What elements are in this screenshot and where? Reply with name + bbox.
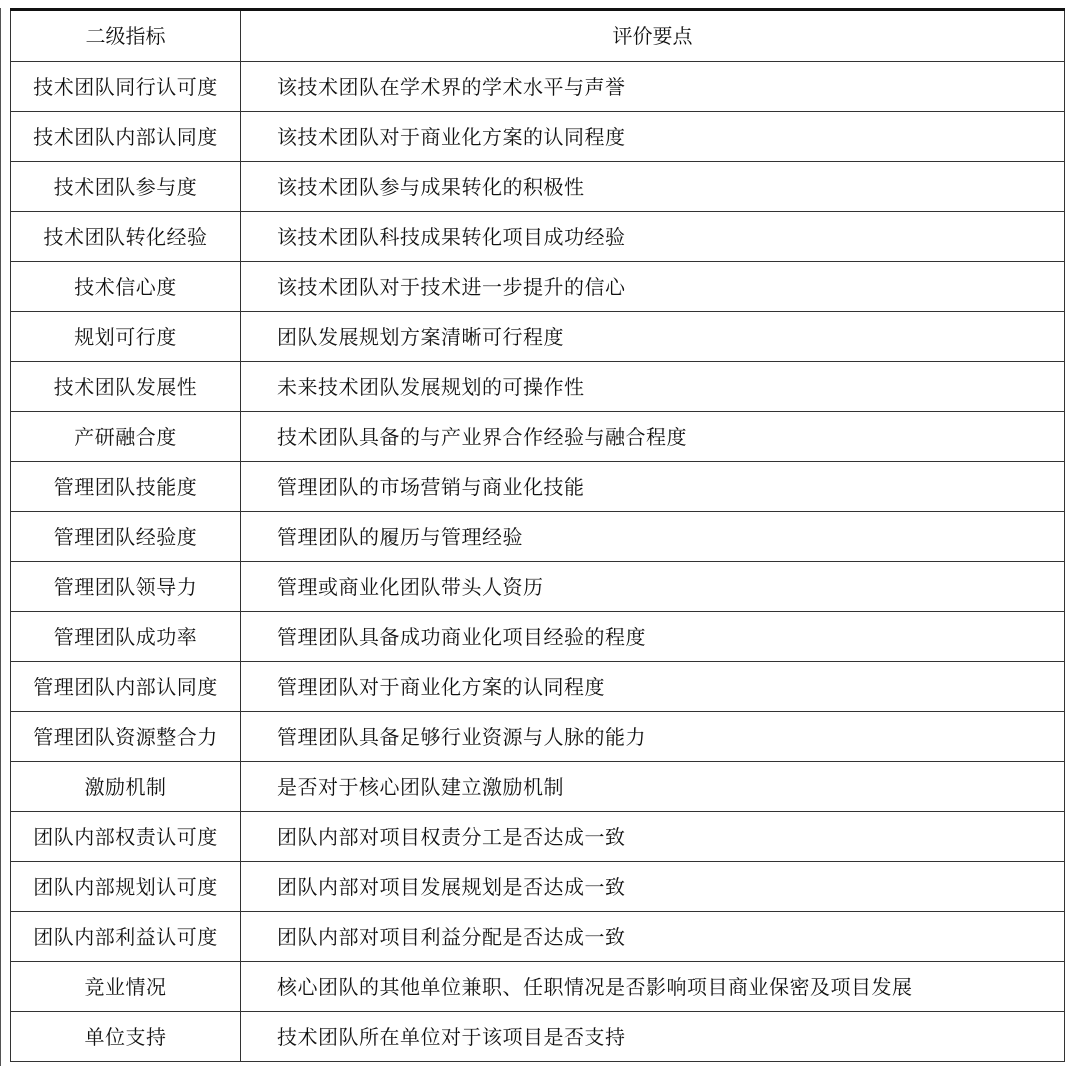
evaluation-cell: 该技术团队参与成果转化的积极性	[241, 162, 1065, 212]
evaluation-cell: 该技术团队在学术界的学术水平与声誉	[241, 62, 1065, 112]
header-indicator: 二级指标	[11, 10, 241, 62]
table-row	[11, 62, 1065, 112]
table-row	[11, 212, 1065, 262]
table-row	[11, 812, 1065, 862]
header-evaluation: 评价要点	[241, 10, 1065, 62]
indicator-cell: 管理团队成功率	[11, 612, 241, 662]
evaluation-cell: 管理团队的市场营销与商业化技能	[241, 462, 1065, 512]
evaluation-cell: 该技术团队对于商业化方案的认同程度	[241, 112, 1065, 162]
table-row	[11, 662, 1065, 712]
table-row	[11, 762, 1065, 812]
evaluation-cell: 技术团队具备的与产业界合作经验与融合程度	[241, 412, 1065, 462]
indicator-cell: 管理团队内部认同度	[11, 662, 241, 712]
indicator-cell: 管理团队资源整合力	[11, 712, 241, 762]
table-row	[11, 312, 1065, 362]
indicator-cell: 技术团队转化经验	[11, 212, 241, 262]
indicator-cell: 单位支持	[11, 1012, 241, 1062]
indicator-cell: 技术信心度	[11, 262, 241, 312]
evaluation-cell: 是否对于核心团队建立激励机制	[241, 762, 1065, 812]
table-row	[11, 962, 1065, 1012]
evaluation-cell: 该技术团队对于技术进一步提升的信心	[241, 262, 1065, 312]
indicator-cell: 规划可行度	[11, 312, 241, 362]
table-header	[11, 10, 1065, 62]
evaluation-cell: 团队内部对项目发展规划是否达成一致	[241, 862, 1065, 912]
table-row	[11, 912, 1065, 962]
evaluation-cell: 管理或商业化团队带头人资历	[241, 562, 1065, 612]
evaluation-cell: 管理团队对于商业化方案的认同程度	[241, 662, 1065, 712]
table-row	[11, 612, 1065, 662]
indicator-cell: 团队内部权责认可度	[11, 812, 241, 862]
table-row	[11, 262, 1065, 312]
header-row	[11, 10, 1065, 62]
evaluation-cell: 管理团队具备成功商业化项目经验的程度	[241, 612, 1065, 662]
table-row	[11, 512, 1065, 562]
table-row	[11, 112, 1065, 162]
left-border-line	[0, 8, 1, 1066]
table-row	[11, 362, 1065, 412]
indicator-cell: 管理团队技能度	[11, 462, 241, 512]
indicator-cell: 激励机制	[11, 762, 241, 812]
indicator-cell: 技术团队发展性	[11, 362, 241, 412]
indicator-cell: 技术团队参与度	[11, 162, 241, 212]
indicator-cell: 技术团队同行认可度	[11, 62, 241, 112]
evaluation-cell: 团队内部对项目权责分工是否达成一致	[241, 812, 1065, 862]
evaluation-criteria-table	[10, 8, 1065, 1062]
indicator-cell: 产研融合度	[11, 412, 241, 462]
indicator-cell: 团队内部利益认可度	[11, 912, 241, 962]
evaluation-cell: 技术团队所在单位对于该项目是否支持	[241, 1012, 1065, 1062]
evaluation-cell: 该技术团队科技成果转化项目成功经验	[241, 212, 1065, 262]
evaluation-cell: 管理团队具备足够行业资源与人脉的能力	[241, 712, 1065, 762]
table-row	[11, 462, 1065, 512]
evaluation-cell: 核心团队的其他单位兼职、任职情况是否影响项目商业保密及项目发展	[241, 962, 1065, 1012]
table-row	[11, 162, 1065, 212]
table-row	[11, 412, 1065, 462]
indicator-cell: 管理团队领导力	[11, 562, 241, 612]
table-row	[11, 712, 1065, 762]
table-row	[11, 1012, 1065, 1062]
evaluation-cell: 管理团队的履历与管理经验	[241, 512, 1065, 562]
evaluation-cell: 团队发展规划方案清晰可行程度	[241, 312, 1065, 362]
indicator-cell: 管理团队经验度	[11, 512, 241, 562]
table-row	[11, 862, 1065, 912]
table-row	[11, 562, 1065, 612]
evaluation-cell: 团队内部对项目利益分配是否达成一致	[241, 912, 1065, 962]
table-body	[11, 62, 1065, 1062]
indicator-cell: 技术团队内部认同度	[11, 112, 241, 162]
indicator-cell: 竞业情况	[11, 962, 241, 1012]
indicator-cell: 团队内部规划认可度	[11, 862, 241, 912]
evaluation-cell: 未来技术团队发展规划的可操作性	[241, 362, 1065, 412]
